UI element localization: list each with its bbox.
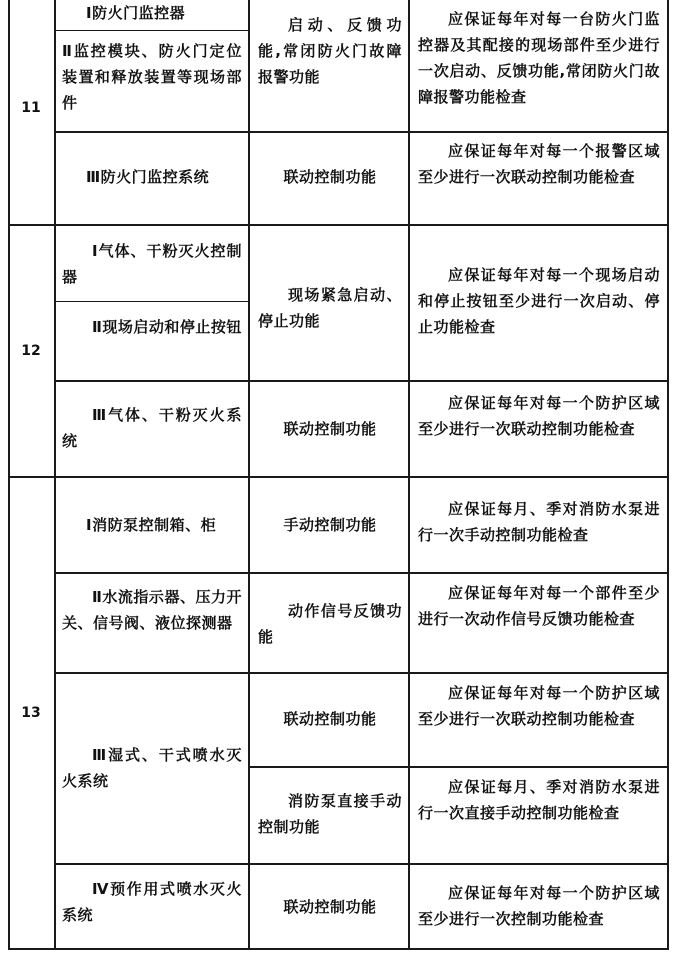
table-border-right	[667, 0, 669, 950]
item-cell: Ⅰ防火门监控器	[86, 4, 186, 22]
function-cell: 动作信号反馈功能	[258, 602, 402, 646]
item-cell: Ⅲ气体、干粉灭火系统	[62, 406, 242, 450]
column-divider	[408, 0, 410, 950]
row-divider	[8, 476, 669, 478]
row-divider	[54, 672, 669, 674]
row-divider	[54, 131, 669, 133]
row-divider	[54, 863, 669, 865]
item-cell: Ⅰ消防泵控制箱、柜	[86, 516, 217, 534]
row-divider	[54, 301, 249, 302]
row-divider	[54, 30, 249, 31]
table-border-bottom	[8, 948, 669, 950]
requirement-cell: 应保证每年对每一个部件至少进行一次动作信号反馈功能检查	[418, 584, 660, 628]
column-divider	[54, 0, 56, 950]
row-number: 13	[21, 705, 41, 721]
row-number: 12	[21, 343, 41, 359]
item-cell: Ⅰ气体、干粉灭火控制器	[62, 242, 242, 286]
item-cell: Ⅲ防火门监控系统	[86, 168, 210, 186]
function-cell: 联动控制功能	[283, 898, 377, 916]
item-cell: Ⅲ湿式、干式喷水灭火系统	[62, 746, 242, 790]
row-divider	[54, 380, 669, 382]
requirement-cell: 应保证每年对每一个防护区域至少进行一次联动控制功能检查	[418, 684, 660, 728]
requirement-cell: 应保证每年对每一个防护区域至少进行一次联动控制功能检查	[418, 394, 660, 438]
requirement-cell: 应保证每年对每一个报警区域至少进行一次联动控制功能检查	[418, 142, 660, 186]
function-cell: 启动、反馈功能,常闭防火门故障报警功能	[258, 16, 402, 86]
requirement-cell: 应保证每月、季对消防水泵进行一次手动控制功能检查	[418, 500, 660, 544]
function-cell: 联动控制功能	[283, 168, 377, 186]
item-cell: Ⅳ预作用式喷水灭火系统	[62, 880, 242, 924]
function-cell: 现场紧急启动、停止功能	[258, 286, 402, 330]
row-number: 11	[21, 100, 41, 116]
function-cell: 联动控制功能	[283, 710, 377, 728]
row-divider	[8, 224, 669, 226]
requirement-cell: 应保证每年对每一个现场启动和停止按钮至少进行一次启动、停止功能检查	[418, 266, 660, 336]
item-cell: Ⅱ监控模块、防火门定位装置和释放装置等现场部件	[62, 42, 242, 112]
requirement-cell: 应保证每年对每一台防火门监控器及其配接的现场部件至少进行一次启动、反馈功能,常闭防火门故障报警功能检查	[418, 10, 660, 106]
item-cell: Ⅱ现场启动和停止按钮	[92, 318, 242, 336]
row-divider	[54, 572, 669, 574]
requirement-cell: 应保证每月、季对消防水泵进行一次直接手动控制功能检查	[418, 778, 660, 822]
function-cell: 手动控制功能	[283, 516, 377, 534]
item-cell: Ⅱ水流指示器、压力开关、信号阀、液位探测器	[62, 588, 242, 632]
column-divider	[248, 0, 250, 950]
table-border-left	[8, 0, 10, 950]
row-divider	[248, 766, 669, 768]
function-cell: 消防泵直接手动控制功能	[258, 792, 402, 836]
function-cell: 联动控制功能	[283, 420, 377, 438]
requirement-cell: 应保证每年对每一个防护区域至少进行一次控制功能检查	[418, 884, 660, 928]
